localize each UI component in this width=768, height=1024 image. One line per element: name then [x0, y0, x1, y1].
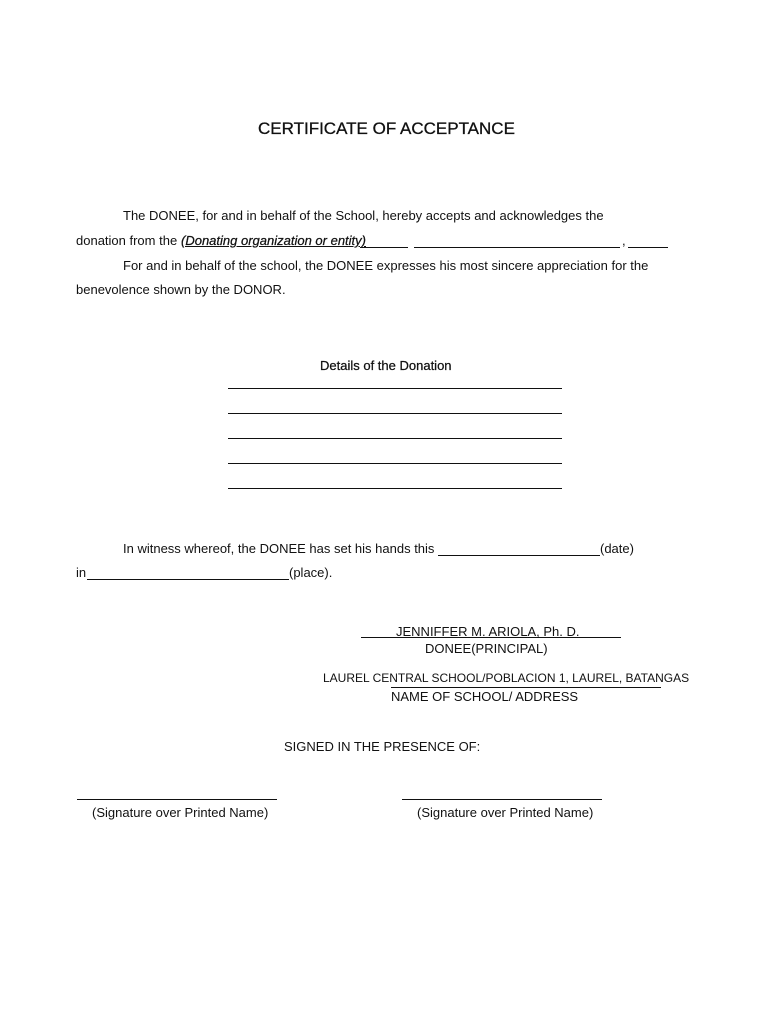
witness-line-1-prefix: In witness whereof, the DONEE has set his hands this — [123, 541, 435, 556]
details-heading: Details of the Donation — [320, 358, 452, 373]
school-caption: NAME OF SCHOOL/ ADDRESS — [391, 689, 579, 704]
details-line — [228, 438, 562, 439]
witness-line-1-suffix: (date) — [600, 541, 634, 556]
presence-heading: SIGNED IN THE PRESENCE OF: — [284, 739, 481, 754]
donee-name: JENNIFFER M. ARIOLA, Ph. D. — [396, 624, 580, 639]
left-witness-signature-line — [77, 799, 277, 800]
date-blank-line — [438, 555, 600, 556]
witness-line-2-prefix: in — [76, 565, 87, 580]
right-witness-signature-line — [402, 799, 602, 800]
donor-blank-line-b — [414, 247, 620, 248]
certificate-title: CERTIFICATE OF ACCEPTANCE — [258, 119, 515, 138]
details-line — [228, 463, 562, 464]
school-address: LAUREL CENTRAL SCHOOL/POBLACION 1, LAUREL, BATANGAS — [323, 671, 690, 685]
donor-blank-line-a — [360, 247, 408, 248]
left-witness-caption: (Signature over Printed Name) — [92, 805, 269, 820]
details-line — [228, 388, 562, 389]
paragraph-line-4: benevolence shown by the DONOR. — [76, 282, 286, 297]
paragraph-line-3: For and in behalf of the school, the DONEE expresses his most sincere appreciation for the — [123, 258, 649, 273]
paragraph-line-2-comma: , — [622, 233, 626, 248]
place-blank-line — [87, 579, 289, 580]
witness-line-2-suffix: (place). — [289, 565, 333, 580]
school-address-line — [391, 687, 661, 688]
donor-blank-line-c — [628, 247, 668, 248]
donating-organization-field: (Donating organization or entity) — [181, 233, 366, 248]
right-witness-caption: (Signature over Printed Name) — [417, 805, 594, 820]
paragraph-line-2-prefix: donation from the — [76, 233, 178, 248]
details-line — [228, 413, 562, 414]
paragraph-line-1: The DONEE, for and in behalf of the School, hereby accepts and acknowledges the — [123, 208, 604, 223]
details-line — [228, 488, 562, 489]
donee-role: DONEE(PRINCIPAL) — [425, 641, 548, 656]
